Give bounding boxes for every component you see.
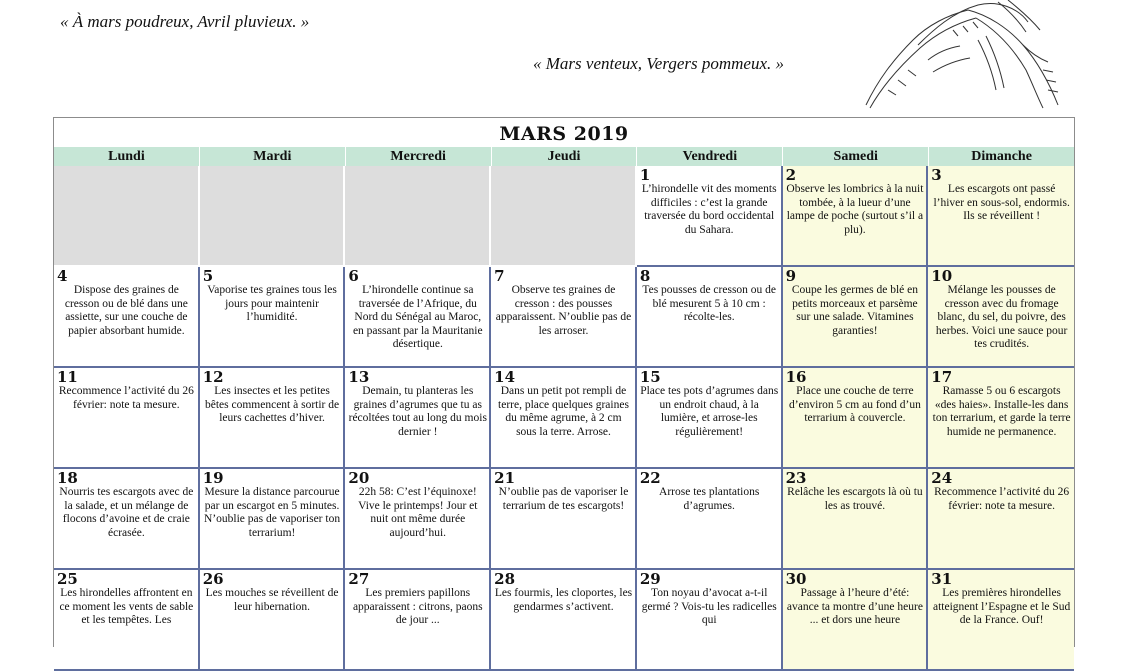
weekday-lundi: Lundi: [108, 149, 145, 164]
day-number: 6: [348, 267, 359, 285]
day-number: 13: [348, 368, 370, 386]
day-number: 14: [494, 368, 516, 386]
day-activity: Les escargots ont passé l’hiver en sous-sol, endormis. Ils se réveillent !: [933, 183, 1070, 222]
day-number: 5: [202, 267, 214, 285]
day-activity: Dans un petit pot rempli de terre, place quelques graines du même agrume, à 2 cm sous la terre. Arrose.: [498, 385, 629, 438]
day-cell: [928, 267, 1074, 368]
day-number: 17: [931, 368, 953, 386]
empty-day-cell: [200, 166, 346, 267]
day-cell: [928, 368, 1074, 469]
day-number: 25: [57, 570, 78, 588]
empty-day-cell: [491, 166, 637, 267]
day-number: 27: [348, 570, 370, 588]
weekday-header: [54, 147, 1074, 166]
day-activity: Demain, tu planteras les graines d’agrumes que tu as récoltées tout au long du mois dernier !: [348, 385, 487, 438]
day-cell: [637, 267, 783, 368]
day-cell: [637, 570, 783, 671]
day-activity: Recommence l’activité du 26 février: note ta mesure.: [58, 385, 194, 411]
day-number: 28: [494, 570, 516, 588]
day-number: 16: [785, 368, 807, 386]
day-cell: [54, 570, 200, 671]
day-activity: Tes pousses de cresson ou de blé mesurent 5 à 10 cm : récolte-les.: [642, 284, 777, 323]
day-activity: L’hirondelle continue sa traversée de l’Afrique, du Nord du Sénégal au Maroc, en passant par la Mauritanie désertique.: [352, 284, 483, 350]
day-number: 1: [639, 166, 651, 184]
day-activity: Les premiers papillons apparaissent : citrons, paons de jour ...: [352, 587, 483, 626]
day-cell: [491, 368, 637, 469]
day-activity: Vaporise tes graines tous les jours pour maintenir l’humidité.: [207, 284, 337, 323]
day-activity: L’hirondelle vit des moments difficiles : c’est la grande traversée du bord occidental du Sahara.: [641, 183, 777, 236]
day-cell: [491, 469, 637, 570]
day-cell: [200, 267, 346, 368]
day-activity: Ton noyau d’avocat a-t-il germé ? Vois-tu les radicelles qui: [641, 587, 777, 626]
day-activity: Mesure la distance parcourue par un escargot en 5 minutes. N’oublie pas de vaporiser ton terrarium!: [204, 486, 341, 539]
day-cell: [783, 267, 929, 368]
day-number: 29: [639, 570, 661, 588]
day-cell: [345, 469, 491, 570]
calendar-title: MARS 2019: [499, 123, 629, 145]
day-number: 30: [785, 570, 807, 588]
day-cell: [345, 368, 491, 469]
day-activity: Dispose des graines de cresson ou de blé dans une assiette, sur une couche de papier absorbant humide.: [64, 284, 188, 337]
day-cell: [200, 368, 346, 469]
day-cell: [54, 469, 200, 570]
day-number: 21: [494, 469, 516, 487]
weekday-vendredi: Vendredi: [636, 147, 782, 166]
day-activity: 22h 58: C’est l’équinoxe! Vive le printemps! Jour et nuit ont même durée aujourd’hui.: [358, 486, 478, 539]
day-activity: Les mouches se réveillent de leur hibernation.: [205, 587, 339, 613]
weekday-dimanche: Dimanche: [928, 147, 1074, 166]
day-activity: Observe tes graines de cresson : des pousses apparaissent. N’oublie pas de les arroser.: [495, 284, 632, 337]
weekday-jeudi: Jeudi: [491, 147, 637, 166]
empty-day-cell: [54, 166, 200, 267]
day-number: 8: [639, 267, 651, 285]
day-number: 20: [348, 469, 370, 487]
day-number: 12: [202, 368, 224, 386]
hand-sketch-icon: [858, 0, 1073, 112]
day-number: 10: [931, 267, 953, 285]
day-activity: Les insectes et les petites bêtes commencent à sortir de leurs cachettes d’hiver.: [205, 385, 340, 424]
day-cell: [928, 570, 1074, 671]
day-cell: [345, 570, 491, 671]
day-number: 26: [202, 570, 224, 588]
day-cell: [637, 469, 783, 570]
weekday-samedi: Samedi: [782, 147, 928, 166]
day-number: 9: [785, 267, 796, 285]
day-activity: Ramasse 5 ou 6 escargots «des haies». Installe-les dans ton terrarium, et garde la terre humide ne permanence.: [932, 385, 1071, 438]
day-activity: Les fourmis, les cloportes, les gendarmes s’activent.: [494, 587, 633, 613]
day-number: 7: [494, 267, 505, 285]
day-activity: Passage à l’heure d’été: avance ta montre d’une heure ... et dors une heure: [786, 587, 923, 626]
day-activity: Recommence l’activité du 26 février: note ta mesure.: [934, 486, 1070, 512]
proverb-2: « Mars venteux, Vergers pommeux. »: [533, 54, 784, 73]
day-cell: [491, 570, 637, 671]
day-number: 15: [639, 368, 661, 386]
day-number: 24: [931, 469, 953, 487]
day-cell: [783, 469, 929, 570]
day-activity: Coupe les germes de blé en petits morceaux et parsème sur une salade. Vitamines garanties!: [791, 284, 918, 337]
day-activity: Les premières hirondelles atteignent l’Espagne et le Sud de la France. Ouf!: [932, 587, 1071, 626]
proverb-1: « À mars poudreux, Avril pluvieux. »: [60, 12, 310, 31]
day-number: 23: [785, 469, 807, 487]
day-cell: [783, 368, 929, 469]
day-activity: Observe les lombrics à la nuit tombée, à la lueur d’une lampe de poche (surtout s’il a plu).: [786, 183, 924, 236]
day-cell: [491, 267, 637, 368]
day-cell: [345, 267, 491, 368]
day-cell: [928, 469, 1074, 570]
calendar-grid: [54, 166, 1074, 671]
empty-day-cell: [345, 166, 491, 267]
day-activity: N’oublie pas de vaporiser le terrarium de tes escargots!: [498, 486, 629, 512]
day-number: 18: [57, 469, 78, 487]
day-activity: Les hirondelles affrontent en ce moment les vents de sable et les tempêtes. Les: [59, 587, 194, 626]
day-activity: Place une couche de terre d’environ 5 cm au fond d’un terrarium à couvercle.: [788, 385, 921, 424]
day-activity: Place tes pots d’agrumes dans un endroit chaud, à la lumière, et arrose-les régulièrement!: [640, 385, 779, 438]
day-cell: [637, 166, 783, 267]
day-number: 4: [57, 267, 68, 285]
day-number: 11: [57, 368, 78, 386]
day-number: 22: [639, 469, 661, 487]
day-cell: [54, 368, 200, 469]
day-number: 19: [202, 469, 224, 487]
day-number: 31: [931, 570, 953, 588]
weekday-mercredi: Mercredi: [345, 147, 491, 166]
day-cell: [783, 570, 929, 671]
day-cell: [200, 570, 346, 671]
day-cell: [54, 267, 200, 368]
day-number: 2: [785, 166, 796, 184]
day-cell: [928, 166, 1074, 267]
weekday-mardi: Mardi: [199, 147, 345, 166]
day-activity: Arrose tes plantations d’agrumes.: [659, 486, 760, 512]
day-cell: [783, 166, 929, 267]
day-activity: Mélange les pousses de cresson avec du fromage blanc, du sel, du poivre, des herbes. Voici une sauce pour tes crudités.: [935, 284, 1068, 350]
day-activity: Relâche les escargots là où tu les as trouvé.: [787, 486, 923, 512]
day-cell: [637, 368, 783, 469]
day-cell: [200, 469, 346, 570]
day-number: 3: [931, 166, 942, 184]
calendar: [53, 117, 1075, 647]
day-activity: Nourris tes escargots avec de la salade, et un mélange de flocons d’avoine et de craie écrasée.: [59, 486, 194, 539]
